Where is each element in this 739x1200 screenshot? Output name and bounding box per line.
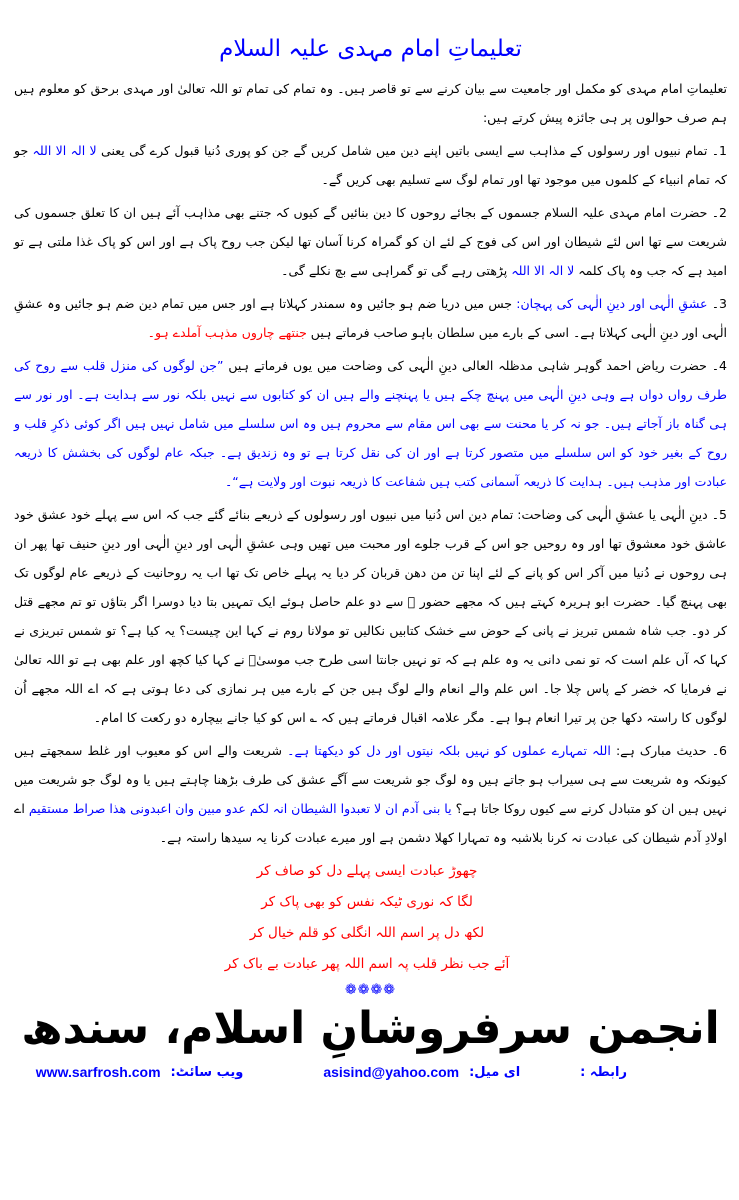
document bbox=[14, 0, 727, 1080]
paragraph-5: 5۔ دینِ الٰہی یا عشقِ الٰہی کی وضاحت: تمام دین اس دُنیا میں نبیوں اور رسولوں کے ذریعے بنائے گئے جب کہ اس سے پہلے خود عشق خود عاشق خود معشوق تھا اور وہ روحیں جو اس کے قرب جلوے اور محبت میں تھیں وہی عشقِ الٰہی اور دینِ الٰہی اور دینِ حنیف تھا پھر ان ہی روحوں نے دُنیا میں آکر اس کو پانے کے لئے اپنا تن من دھن قربان کر دیا یہ پہلے خاص تک تھا اب یہ روحانیت کے ذریعے عام لوگوں تک بھی پہنچ گیا۔ حضرت ابو ہریرہ کہتے ہیں کہ مجھے حضور ﷺ سے دو علم حاصل ہوئے ایک تمہیں بتا دیا دوسرا اگر بتاؤں تو تم مجھے قتل کر دو۔ جب شاہ شمس تبریز نے پانی کے حوض سے خشک کتابیں نکالیں تو مولانا روم نے کہا این چیست؟ یہ کیا ہے؟ تو شمس تبریزی نے کہا کہ آں علم است کہ تو نمی دانی یہ وہ علم ہے کہ تو نہیں جانتا اسی طرح جب موسیٰؑ نے کہا کیا کچھ اور علم بھی ہے تو اللہ تعالیٰ نے فرمایا کہ خضر کے پاس چلا جا۔ اس علم والے انعام والے لوگ ہیں جن کے بارے میں ہر نمازی کی دعا ہوتی ہے کہ اے اللہ مجھے اُن لوگوں کا راستہ دکھا جن پر تیرا انعام ہوا ہے۔ مگر علامہ اقبال فرماتے ہیں کہ ؎ اس کو کیا جانے بیچارہ دو رکعت کا امام۔ bbox=[14, 507, 727, 725]
poem-line: آئے جب نظر قلب پہ اسم اللہ پھر عبادت بے باک کر bbox=[224, 956, 510, 972]
hadith: اللہ تمہارے عملوں کو نہیں بلکہ نیتوں اور دل کو دیکھتا ہے۔ bbox=[287, 743, 611, 758]
intro-paragraph: تعلیماتِ امام مہدی کو مکمل اور جامعیت سے بیان کرنے سے تو قاصر ہیں۔ وہ تمام کی تمام تو اللہ تعالیٰ اور مہدی برحق کو معلوم ہیں ہم صرف حوالوں پر ہی جائزہ پیش کرتے ہیں: bbox=[14, 81, 727, 125]
text: جس میں دریا ضم ہو جائیں وہ سمندر کہلاتا ہے اور جس میں تمام دین ضم ہو جائیں وہ عشقِ الٰہی اور دینِ الٰہی کہلاتا ہے۔ اسی کے بارے میں سلطان باہو صاحب فرماتے ہیں bbox=[14, 296, 727, 340]
quote: ”جن لوگوں کی منزل قلب سے روح کی طرف رواں دواں ہے وہی دینِ الٰہی میں پہنچ چکے ہیں یا پہنچنے والے ہیں ان کو کتابوں سے نہیں بلکہ نور سے ہدایت ہے۔ اور نور سے ہی گناہ باز آجاتے ہیں۔ جو نہ کر یا محنت سے بھی اس مقام سے محروم ہیں وہ اس سلسلے میں شامل نہیں ہیں اگر کوئی ذکرِ قلب و روح کے بغیر خود کو اس سلسلے میں متصور کرتا ہے اور ان کی نقل کرتا ہے تو وہ زندیق ہے۔ جبکہ عام لوگوں کی بخشش کا ذریعہ عبادت اور مذہب ہیں۔ ہدایت کا ذریعہ آسمانی کتب ہیں شفاعت کا ذریعہ نبوت اور ولایت ہے“۔ bbox=[14, 358, 727, 489]
email-label: ای میل: bbox=[469, 1064, 521, 1080]
text: 6۔ حدیث مبارک ہے: bbox=[610, 743, 727, 758]
text: 4۔ حضرت ریاض احمد گوہر شاہی مدظلہ العالی دینِ الٰہی کی وضاحت میں یوں فرماتے ہیں bbox=[223, 358, 727, 373]
paragraph-1 bbox=[14, 136, 727, 194]
poem-line: لگا کہ نوری ٹیکہ نفس کو بھی پاک کر bbox=[261, 894, 473, 910]
kalima: لا الہ الا اللہ bbox=[32, 143, 97, 158]
email-link[interactable]: asisind@yahoo.com bbox=[323, 1064, 460, 1080]
footer bbox=[14, 1064, 727, 1080]
text: پڑھتی رہے گی تو گمراہی سے بچ نکلے گی۔ bbox=[281, 263, 512, 278]
text: جو کہ تمام انبیاء کے کلموں میں موجود تھا اور تمام لوگ سے تسلیم بھی کریں گے۔ bbox=[14, 143, 727, 187]
quote: جنتھے چاروں مذہب آملدے ہو۔ bbox=[147, 325, 307, 340]
text: 1۔ تمام نبیوں اور رسولوں کے مذاہب سے ایسی باتیں اپنے دین میں شامل کریں گے جن کو پوری دُنیا قبول کرے گی یعنی bbox=[96, 143, 727, 158]
paragraph-2 bbox=[14, 198, 727, 285]
paragraph-6 bbox=[14, 736, 727, 852]
poem-line: لکھ دل پر اسم اللہ انگلی کو قلم خیال کر bbox=[249, 925, 485, 941]
text: اے اولادِ آدم شیطان کی عبادت نہ کرنا بلاشبہ وہ تمہارا کھلا دشمن ہے اور میرے عبادت کرنا یہ سیدھا راستہ ہے۔ bbox=[14, 801, 727, 845]
website-link[interactable]: www.sarfrosh.com bbox=[35, 1064, 161, 1080]
page-title: تعلیماتِ امام مہدی علیہ السلام bbox=[219, 36, 522, 62]
text: شریعت والے اس کو معیوب اور غلط سمجھتے ہیں کیونکہ وہ شریعت سے ہی سیراب ہو جاتے ہیں وہ لوگ جو شریعت سے آگے عشق کی طرف بڑھنا چاہتے ہیں یا وہ لوگ جو شریعت میں نہیں ہیں ان کو متبادل کرنے سے کیوں روکا جاتا ہے؟ bbox=[14, 743, 727, 816]
paragraph-3 bbox=[14, 289, 727, 347]
poem-line: چھوڑ عبادت ایسی پہلے دل کو صاف کر bbox=[256, 863, 478, 879]
heading: عشقِ الٰہی اور دینِ الٰہی کی پہچان: bbox=[516, 296, 708, 311]
website-label: ویب سائٹ: bbox=[170, 1064, 244, 1080]
poem bbox=[177, 856, 557, 980]
contact-label: رابطہ : bbox=[580, 1064, 627, 1080]
organization-name: انجمن سرفروشانِ اسلام، سندھ bbox=[21, 1003, 720, 1054]
kalima: لا الہ الا اللہ bbox=[511, 263, 575, 278]
ornament-icon: ❁❁❁❁ bbox=[345, 982, 396, 998]
text: 2۔ حضرت امام مہدی علیہ السلام جسموں کے بجائے روحوں کا دین بنائیں گے کیوں کہ جتنے بھی مذاہب آئے ہیں ان کا تعلق جسموں کی شریعت سے تھا اس لئے شیطان اور اس کی فوج کے لئے ان کو گمراہ کرنا آسان تھا لیکن جب روح پاک ہے اور اس کو پاک غذا ملتی ہے تو امید ہے کہ جب وہ پاک کلمہ bbox=[14, 205, 727, 278]
verse: یا بنی آدم ان لا تعبدوا الشیطان انہ لکم عدو مبین وان اعبدونی ھذا صراط مستقیم bbox=[28, 801, 452, 816]
paragraph-4 bbox=[14, 351, 727, 496]
text: 3۔ bbox=[707, 296, 727, 311]
